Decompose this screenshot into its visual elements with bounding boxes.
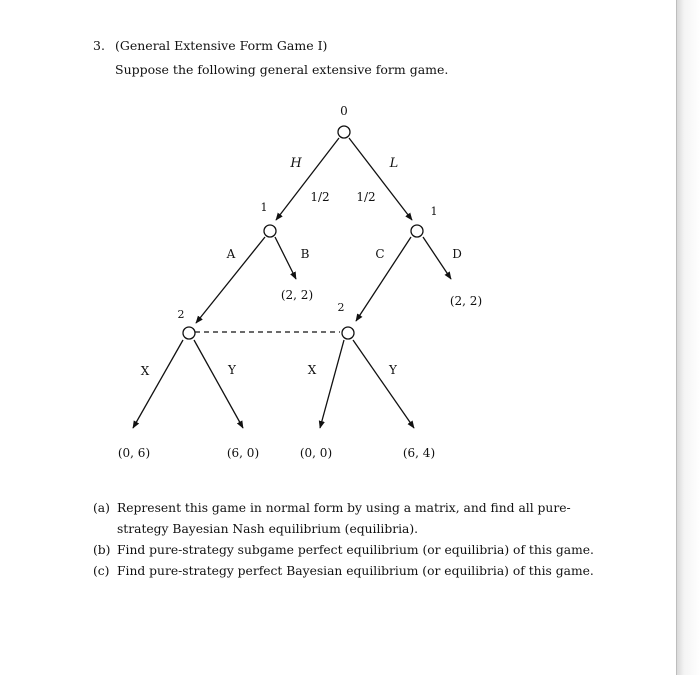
question-c: [93, 561, 613, 582]
left-Y-label: Y: [228, 363, 236, 377]
root-label: 0: [340, 104, 348, 118]
branch-L-label: L: [389, 156, 399, 171]
right-Y-label: Y: [389, 363, 397, 377]
payoff-left-X: (0, 6): [117, 446, 151, 460]
right-X-edge: [320, 340, 344, 428]
right-player1-node: [411, 225, 423, 237]
right-player2-node: [342, 327, 354, 339]
action-B-edge: [275, 237, 296, 279]
payoff-left-Y: (6, 0): [226, 446, 260, 460]
left-Y-edge: [194, 340, 243, 428]
question-text: Find pure-strategy subgame perfect equilibrium (or equilibria) of this game.: [117, 543, 594, 557]
info-set-left-player-label: 2: [177, 308, 185, 321]
action-D-label: D: [452, 247, 462, 261]
action-D-edge: [423, 237, 451, 279]
question-a: [93, 498, 613, 540]
question-label: (a): [93, 501, 110, 515]
question-text: Find pure-strategy perfect Bayesian equilibrium (or equilibria) of this game.: [117, 564, 594, 578]
payoff-right-X: (0, 0): [299, 446, 333, 460]
problem-title: (General Extensive Form Game I): [115, 38, 328, 53]
right-node-player-label: 1: [430, 205, 438, 218]
payoff-D: (2, 2): [449, 294, 483, 308]
payoff-B: (2, 2): [280, 288, 314, 302]
question-b: [93, 540, 613, 561]
branch-H-label: H: [290, 156, 302, 171]
questions-list: [93, 498, 613, 582]
question-label: (c): [93, 564, 110, 578]
right-X-label: X: [307, 363, 317, 377]
prob-L-label: 1/2: [356, 190, 376, 204]
left-X-label: X: [140, 364, 150, 378]
right-Y-edge: [353, 340, 414, 428]
left-X-edge: [133, 340, 183, 428]
question-label: (b): [93, 543, 111, 557]
prob-H-label: 1/2: [310, 190, 330, 204]
action-C-label: C: [375, 247, 385, 261]
left-player2-node: [183, 327, 195, 339]
root-node: [338, 126, 350, 138]
problem-number: 3.: [93, 38, 105, 53]
branch-H-edge: [276, 138, 339, 220]
problem-intro: Suppose the following general extensive form game.: [115, 62, 449, 77]
branch-L-edge: [349, 138, 412, 220]
action-A-label: A: [226, 247, 236, 261]
info-set-right-player-label: 2: [337, 301, 345, 314]
question-text: Represent this game in normal form by using a matrix, and find all pure-strategy Bayesian Nash equilibrium (equilibria).: [117, 501, 571, 536]
action-B-label: B: [300, 247, 310, 261]
left-node-player-label: 1: [260, 201, 268, 214]
left-player1-node: [264, 225, 276, 237]
payoff-right-Y: (6, 4): [402, 446, 436, 460]
